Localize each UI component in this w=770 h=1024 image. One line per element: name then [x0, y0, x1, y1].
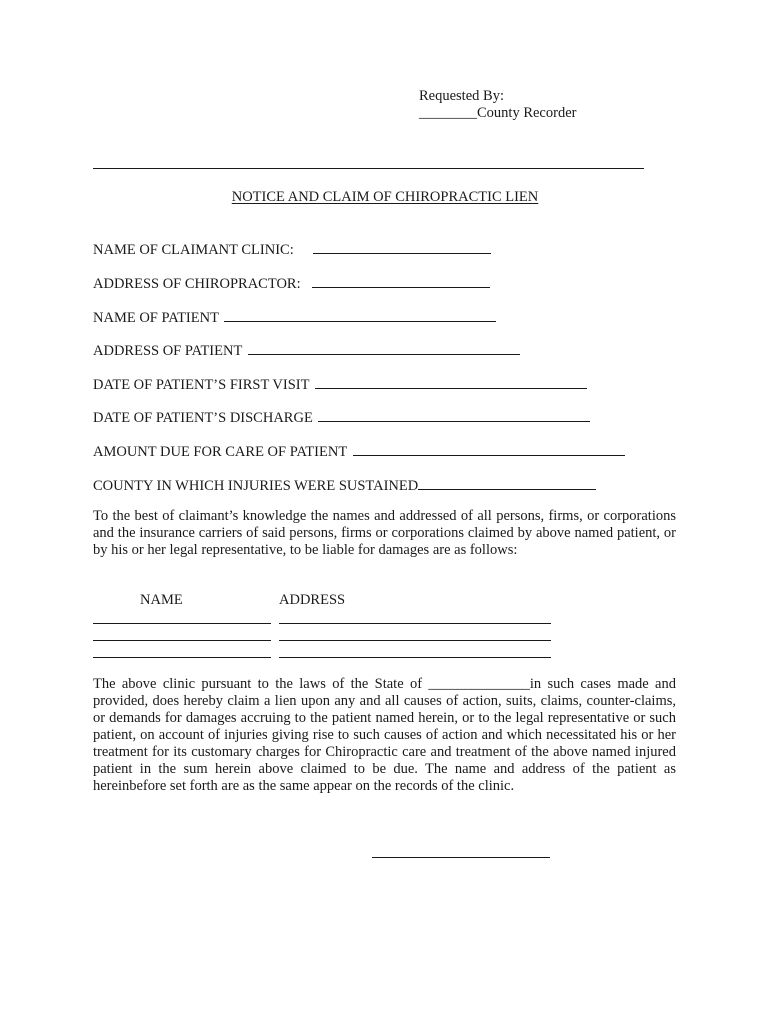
claimant-clinic-blank[interactable] [313, 239, 491, 254]
discharge-blank[interactable] [318, 407, 590, 422]
field-patient-name [93, 307, 496, 327]
signature-line[interactable] [372, 857, 550, 858]
field-label: DATE OF PATIENT’S DISCHARGE [93, 410, 313, 426]
field-discharge [93, 407, 590, 427]
field-chiropractor-address [93, 273, 490, 293]
state-blank[interactable]: ______________ [428, 676, 530, 692]
field-label: DATE OF PATIENT’S FIRST VISIT [93, 377, 310, 393]
county-blank[interactable] [418, 475, 596, 490]
field-label: AMOUNT DUE FOR CARE OF PATIENT [93, 444, 347, 460]
patient-name-blank[interactable] [224, 307, 496, 322]
field-label: NAME OF PATIENT [93, 310, 219, 326]
field-patient-address [93, 340, 520, 360]
field-county [93, 475, 596, 495]
top-divider [93, 168, 644, 169]
table-row-3-name-blank[interactable] [93, 657, 271, 658]
chiropractor-address-blank[interactable] [312, 273, 490, 288]
county-recorder-label: County Recorder [477, 105, 577, 121]
paragraph-lien-claim [93, 676, 676, 795]
document-title: NOTICE AND CLAIM OF CHIROPRACTIC LIEN [231, 189, 539, 205]
field-first-visit [93, 374, 587, 394]
field-claimant-clinic [93, 239, 491, 259]
field-label: NAME OF CLAIMANT CLINIC: [93, 242, 294, 258]
first-visit-blank[interactable] [315, 374, 587, 389]
table-row-1-address-blank[interactable] [279, 623, 551, 624]
field-label: ADDRESS OF PATIENT [93, 343, 243, 359]
paragraph-liable-parties: To the best of claimant’s knowledge the names and addressed of all persons, firms, or corporations and the insurance carriers of said persons, firms or corporations claimed by above named patient, or by his or her legal representative, to be liable for damages are as follows: [93, 508, 676, 558]
patient-address-blank[interactable] [248, 340, 520, 355]
name-column-header: NAME [140, 592, 183, 608]
lien-claim-text-start: The above clinic pursuant to the laws of the State of [93, 676, 429, 692]
field-label: COUNTY IN WHICH INJURIES WERE SUSTAINED [93, 478, 419, 494]
county-recorder-blank[interactable]: ________ [419, 105, 477, 121]
table-row-3-address-blank[interactable] [279, 657, 551, 658]
lien-claim-text-rest: in such cases made and provided, does hereby claim a lien upon any and all causes of action, suits, claims, counter-claims, or demands for damages accruing to the patient named herein, or to the legal representative or such patient, on account of injuries giving rise to such causes of action and which necessitated his or her treatment for its customary charges for Chiropractic care and treatment of the above named injured patient in the sum herein above claimed to be due. The name and address of the patient as hereinbefore set forth are as the same appear on the records of the clinic. [93, 676, 676, 794]
amount-due-blank[interactable] [353, 441, 625, 456]
county-recorder-line [419, 105, 576, 122]
field-amount-due [93, 441, 625, 461]
field-label: ADDRESS OF CHIROPRACTOR: [93, 276, 301, 292]
address-column-header: ADDRESS [279, 592, 346, 608]
table-row-2-name-blank[interactable] [93, 640, 271, 641]
table-row-1-name-blank[interactable] [93, 623, 271, 624]
table-row-2-address-blank[interactable] [279, 640, 551, 641]
requested-by-label: Requested By: [419, 88, 504, 104]
